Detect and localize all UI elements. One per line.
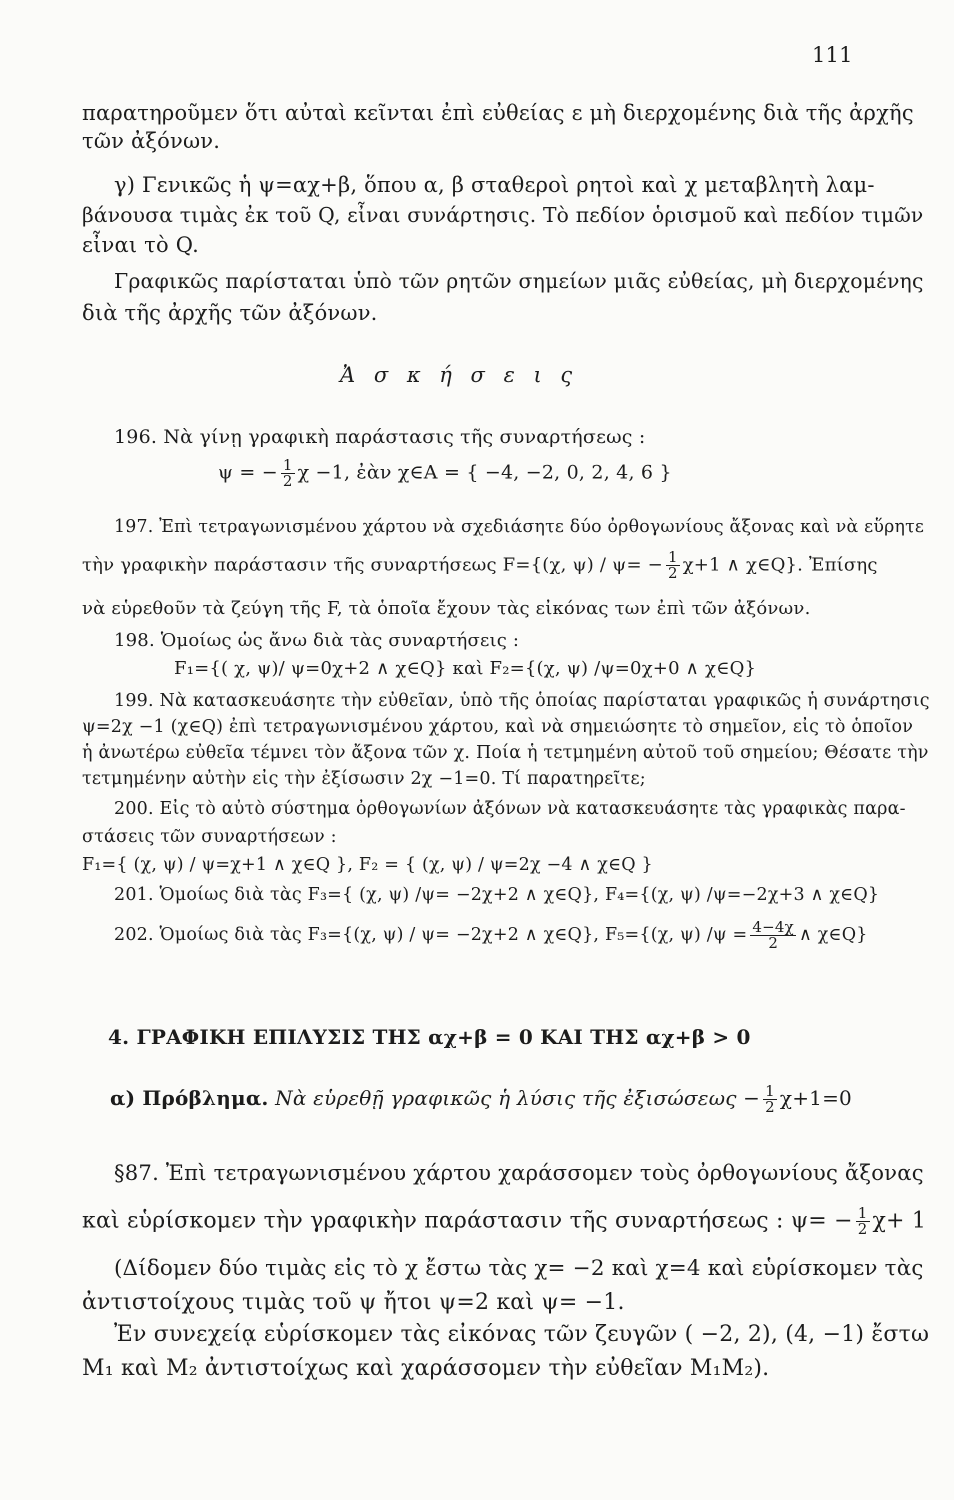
- fraction: [281, 458, 295, 489]
- paragraph-87-line-6: M₁ καὶ M₂ ἀντιστοίχως καὶ χαράσσομεν τὴν εὐθεῖαν M₁M₂).: [82, 1356, 770, 1381]
- intro-line-1: παρατηροῦμεν ὅτι αὐταὶ κεῖνται ἐπὶ εὐθείας ε μὴ διερχομένης διὰ τῆς ἀρχῆς: [82, 101, 914, 125]
- intro-line-2: τῶν ἀξόνων.: [82, 129, 221, 153]
- paragraph-87-line-2-post: χ+ 1: [872, 1208, 927, 1234]
- exercise-197-line-2: [82, 550, 878, 581]
- exercise-197-line-1: 197. Ἐπὶ τετραγωνισμένου χάρτου νὰ σχεδιάσητε δύο ὀρθογωνίους ἄξονας καὶ νὰ εὕρητε: [114, 517, 925, 537]
- paragraph-87-line-2-pre: καὶ εὑρίσκομεν τὴν γραφικὴν παράστασιν τῆς συναρτήσεως : ψ= −: [82, 1208, 853, 1234]
- exercise-198-line-1: 198. Ὁμοίως ὡς ἄνω διὰ τὰς συναρτήσεις :: [114, 630, 520, 651]
- fraction-denominator: 2: [667, 564, 678, 582]
- fraction-denominator: 2: [768, 934, 779, 952]
- case-gamma-line-2: βάνουσα τιμὰς ἐκ τοῦ Q, εἶναι συνάρτησις. Τὸ πεδίον ὁρισμοῦ καὶ πεδίον τιμῶν: [82, 203, 924, 227]
- fraction-numerator: 4−4χ: [752, 918, 794, 936]
- exercise-202-line-post: ∧ χ∈Q}: [798, 925, 868, 945]
- exercise-202-line: [114, 920, 868, 951]
- page-number: 111: [812, 43, 853, 67]
- exercise-202-line-pre: 202. Ὁμοίως διὰ τὰς F₃={(χ, ψ) / ψ= −2χ+2 ∧ χ∈Q}, F₅={(χ, ψ) /ψ =: [114, 925, 748, 945]
- paragraph-87-line-3: (Δίδομεν δύο τιμὰς εἰς τὸ χ ἔστω τὰς χ= −2 καὶ χ=4 καὶ εὑρίσκομεν τὰς: [114, 1256, 924, 1281]
- problem-equation-post: χ+1=0: [779, 1086, 852, 1110]
- exercise-197-line-2-post: χ+1 ∧ χ∈Q}. Ἐπίσης: [682, 554, 878, 576]
- exercise-200-line-1: 200. Εἰς τὸ αὐτὸ σύστημα ὀρθογωνίων ἀξόνων νὰ κατασκευάσητε τὰς γραφικὰς παρα-: [114, 799, 906, 819]
- exercise-199-line-1: 199. Νὰ κατασκευάσητε τὴν εὐθεῖαν, ὑπὸ τῆς ὁποίας παρίσταται γραφικῶς ἡ συνάρτησις: [114, 691, 930, 711]
- section-4-title: 4. ΓΡΑΦΙΚΗ ΕΠΙΛΥΣΙΣ ΤΗΣ αχ+β = 0 ΚΑΙ ΤΗΣ αχ+β > 0: [108, 1025, 751, 1049]
- fraction: [666, 550, 680, 581]
- exercise-197-line-2-pre: τὴν γραφικὴν παράστασιν τῆς συναρτήσεως F={(χ, ψ) / ψ= −: [82, 554, 663, 576]
- exercise-198-line-2: F₁={( χ, ψ)/ ψ=0χ+2 ∧ χ∈Q} καὶ F₂={(χ, ψ) /ψ=0χ+0 ∧ χ∈Q}: [174, 658, 757, 679]
- case-gamma-line-4: Γραφικῶς παρίσταται ὑπὸ τῶν ρητῶν σημείων μιᾶς εὐθείας, μὴ διερχομένης: [114, 269, 924, 293]
- paragraph-87-line-4: ἀντιστοίχους τιμὰς τοῦ ψ ἤτοι ψ=2 καὶ ψ= −1.: [82, 1290, 625, 1315]
- fraction-denominator: 2: [857, 1220, 868, 1238]
- case-gamma-line-5: διὰ τῆς ἀρχῆς τῶν ἀξόνων.: [82, 301, 378, 325]
- exercise-199-line-4: τετμημένην αὐτὴν εἰς τὴν ἐξίσωσιν 2χ −1=0. Τί παρατηρεῖτε;: [82, 769, 646, 789]
- exercises-heading: Ἀ σ κ ή σ ε ι ς: [340, 363, 579, 387]
- exercise-199-line-2: ψ=2χ −1 (χ∈Q) ἐπὶ τετραγωνισμένου χάρτου, καὶ νὰ σημειώσητε τὸ σημεῖον, εἰς τὸ ὁποῖον: [82, 717, 914, 737]
- exercise-200-line-2: στάσεις τῶν συναρτήσεων :: [82, 827, 337, 847]
- exercise-196-formula-pre: ψ = −: [218, 461, 278, 484]
- problem-label: α) Πρόβλημα.: [110, 1086, 269, 1110]
- fraction-numerator: 1: [857, 1204, 868, 1222]
- fraction-numerator: 1: [282, 456, 293, 474]
- fraction-numerator: 1: [667, 548, 678, 566]
- paragraph-87-line-5: Ἐν συνεχείᾳ εὑρίσκομεν τὰς εἰκόνας τῶν ζευγῶν ( −2, 2), (4, −1) ἔστω: [114, 1322, 930, 1347]
- fraction-denominator: 2: [282, 472, 293, 490]
- case-gamma-line-1: γ) Γενικῶς ἡ ψ=αχ+β, ὅπου α, β σταθεροὶ ρητοὶ καὶ χ μεταβλητὴ λαμ-: [114, 173, 875, 197]
- fraction: [763, 1084, 777, 1115]
- exercise-199-line-3: ἡ ἀνωτέρω εὐθεῖα τέμνει τὸν ἄξονα τῶν χ. Ποία ἡ τετμημένη αὐτοῦ τοῦ σημείου; Θέσατε τὴν: [82, 743, 929, 763]
- exercise-200-line-3: F₁={ (χ, ψ) / ψ=χ+1 ∧ χ∈Q }, F₂ = { (χ, ψ) / ψ=2χ −4 ∧ χ∈Q }: [82, 855, 653, 875]
- fraction-numerator: 1: [765, 1082, 775, 1100]
- exercise-196-formula: [218, 458, 672, 489]
- exercise-201-line: 201. Ὁμοίως διὰ τὰς F₃={ (χ, ψ) /ψ= −2χ+2 ∧ χ∈Q}, F₄={(χ, ψ) /ψ=−2χ+3 ∧ χ∈Q}: [114, 885, 880, 905]
- problem-text: Νὰ εὑρεθῇ γραφικῶς ἡ λύσις τῆς ἐξισώσεως −: [275, 1086, 761, 1110]
- paragraph-87-line-2: [82, 1206, 926, 1237]
- exercise-196-line-1: 196. Νὰ γίνῃ γραφικὴ παράστασις τῆς συναρτήσεως :: [114, 426, 646, 448]
- case-gamma-line-3: εἶναι τὸ Q.: [82, 233, 199, 257]
- exercise-196-formula-post: χ −1, ἐὰν χ∈Α = { −4, −2, 0, 2, 4, 6 }: [297, 461, 672, 484]
- fraction-denominator: 2: [765, 1098, 775, 1116]
- fraction: [750, 920, 796, 951]
- paragraph-87-line-1: §87. Ἐπὶ τετραγωνισμένου χάρτου χαράσσομεν τοὺς ὀρθογωνίους ἄξονας: [114, 1160, 924, 1185]
- fraction: [856, 1206, 870, 1237]
- problem-statement: [110, 1084, 852, 1115]
- exercise-197-line-3: νὰ εὑρεθοῦν τὰ ζεύγη τῆς F, τὰ ὁποῖα ἔχουν τὰς εἰκόνας των ἐπὶ τῶν ἀξόνων.: [82, 598, 811, 619]
